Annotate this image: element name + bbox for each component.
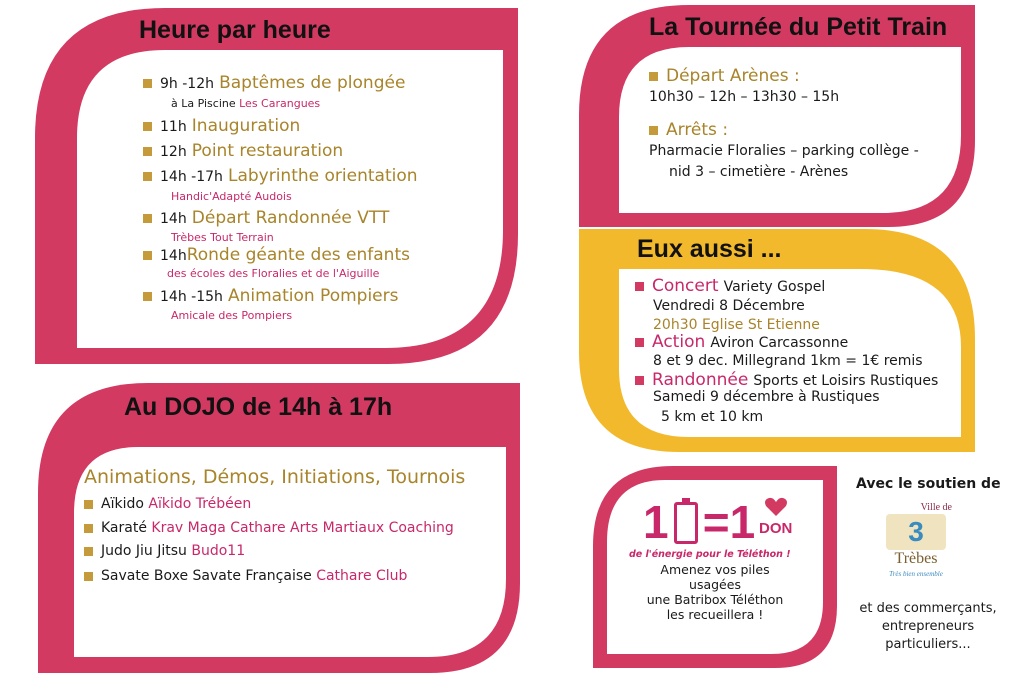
- batri-don: DON: [759, 520, 793, 537]
- concert-where: 20h30 Eglise St Etienne: [653, 317, 820, 333]
- batri-panel: [593, 466, 837, 668]
- heure-item-sub: Amicale des Pompiers: [171, 309, 293, 322]
- batri-equals-one: =1: [702, 496, 756, 548]
- heure-item: 11h Inauguration: [143, 116, 300, 136]
- rando-date: Samedi 9 décembre à Rustiques: [653, 389, 880, 405]
- concert-line: Concert Variety Gospel: [635, 276, 825, 296]
- dojo-title: Au DOJO de 14h à 17h: [124, 393, 393, 421]
- bullet-icon: [143, 172, 152, 181]
- bullet-icon: [84, 524, 93, 533]
- depart-label: Départ Arènes :: [649, 66, 800, 86]
- bullet-icon: [635, 338, 644, 347]
- bullet-icon: [635, 282, 644, 291]
- batri-one: 1: [643, 496, 669, 548]
- bullet-icon: [143, 122, 152, 131]
- eux-panel: [579, 229, 975, 452]
- bullet-icon: [84, 500, 93, 509]
- dojo-item: Savate Boxe Savate Française Cathare Club: [84, 568, 407, 584]
- dojo-item: Judo Jiu Jitsu Budo11: [84, 543, 245, 559]
- logo-trebes: Trèbes: [894, 550, 938, 567]
- bullet-icon: [84, 572, 93, 581]
- soutien-footer: et des commerçants, entrepreneurs particuliers...: [859, 601, 997, 652]
- arrets-label: Arrêts :: [649, 120, 728, 140]
- rando-line: Randonnée Sports et Loisirs Rustiques: [635, 370, 938, 390]
- bullet-icon: [143, 79, 152, 88]
- bullet-icon: [143, 251, 152, 260]
- bullet-icon: [143, 147, 152, 156]
- bullet-icon: [649, 126, 658, 135]
- bullet-icon: [143, 292, 152, 301]
- heure-item: 14hRonde géante des enfants: [143, 245, 410, 265]
- rando-dist: 5 km et 10 km: [661, 409, 764, 425]
- heure-item-sub: Trèbes Tout Terrain: [171, 231, 274, 244]
- batri-tagline: de l'énergie pour le Téléthon !: [629, 549, 791, 560]
- logo-emblem: 3: [886, 514, 946, 550]
- heure-item: 12h Point restauration: [143, 141, 343, 161]
- battery-icon: [674, 502, 698, 544]
- bullet-icon: [143, 214, 152, 223]
- bullet-icon: [649, 72, 658, 81]
- dojo-item: Karaté Krav Maga Cathare Arts Martiaux Coaching: [84, 520, 454, 536]
- action-line: Action Aviron Carcassonne: [635, 332, 848, 352]
- heure-item: 9h -12h Baptêmes de plongée: [143, 73, 405, 93]
- dojo-panel: [38, 383, 520, 673]
- eux-title: Eux aussi ...: [637, 235, 782, 263]
- trebes-logo: [880, 500, 956, 586]
- tournee-panel: [579, 5, 975, 227]
- heure-item: 14h Départ Randonnée VTT: [143, 208, 389, 228]
- heure-item-sub: à La Piscine Les Carangues: [171, 97, 321, 110]
- batri-text: Amenez vos piles usagées une Batribox Téléthon les recueillera !: [646, 562, 784, 622]
- heure-panel: [35, 8, 518, 364]
- heure-item-sub: des écoles des Floralies et de l'Aiguille: [167, 267, 380, 280]
- heure-item: 14h -17h Labyrinthe orientation: [143, 166, 418, 186]
- logo-ville-de: Ville de: [920, 502, 952, 513]
- soutien-heading: Avec le soutien de: [856, 476, 1001, 492]
- tournee-title: La Tournée du Petit Train: [649, 13, 948, 41]
- heure-item: 14h -15h Animation Pompiers: [143, 286, 398, 306]
- bullet-icon: [84, 547, 93, 556]
- heart-hand-icon: [763, 496, 789, 518]
- dojo-subtitle: Animations, Démos, Initiations, Tournois: [84, 466, 466, 488]
- dojo-item: Aïkido Aïkido Trébéen: [84, 496, 251, 512]
- bullet-icon: [635, 376, 644, 385]
- batri-logo: [643, 496, 755, 548]
- heure-title: Heure par heure: [139, 16, 331, 44]
- arrets-line1: Pharmacie Floralies – parking collège -: [649, 143, 919, 159]
- heure-item-sub: Handic'Adapté Audois: [171, 190, 292, 203]
- logo-slogan: Très bien ensemble: [889, 570, 943, 578]
- arrets-line2: nid 3 – cimetière - Arènes: [669, 164, 849, 180]
- depart-times: 10h30 – 12h – 13h30 – 15h: [649, 89, 840, 105]
- concert-date: Vendredi 8 Décembre: [653, 298, 805, 314]
- action-detail: 8 et 9 dec. Millegrand 1km = 1€ remis: [653, 353, 923, 369]
